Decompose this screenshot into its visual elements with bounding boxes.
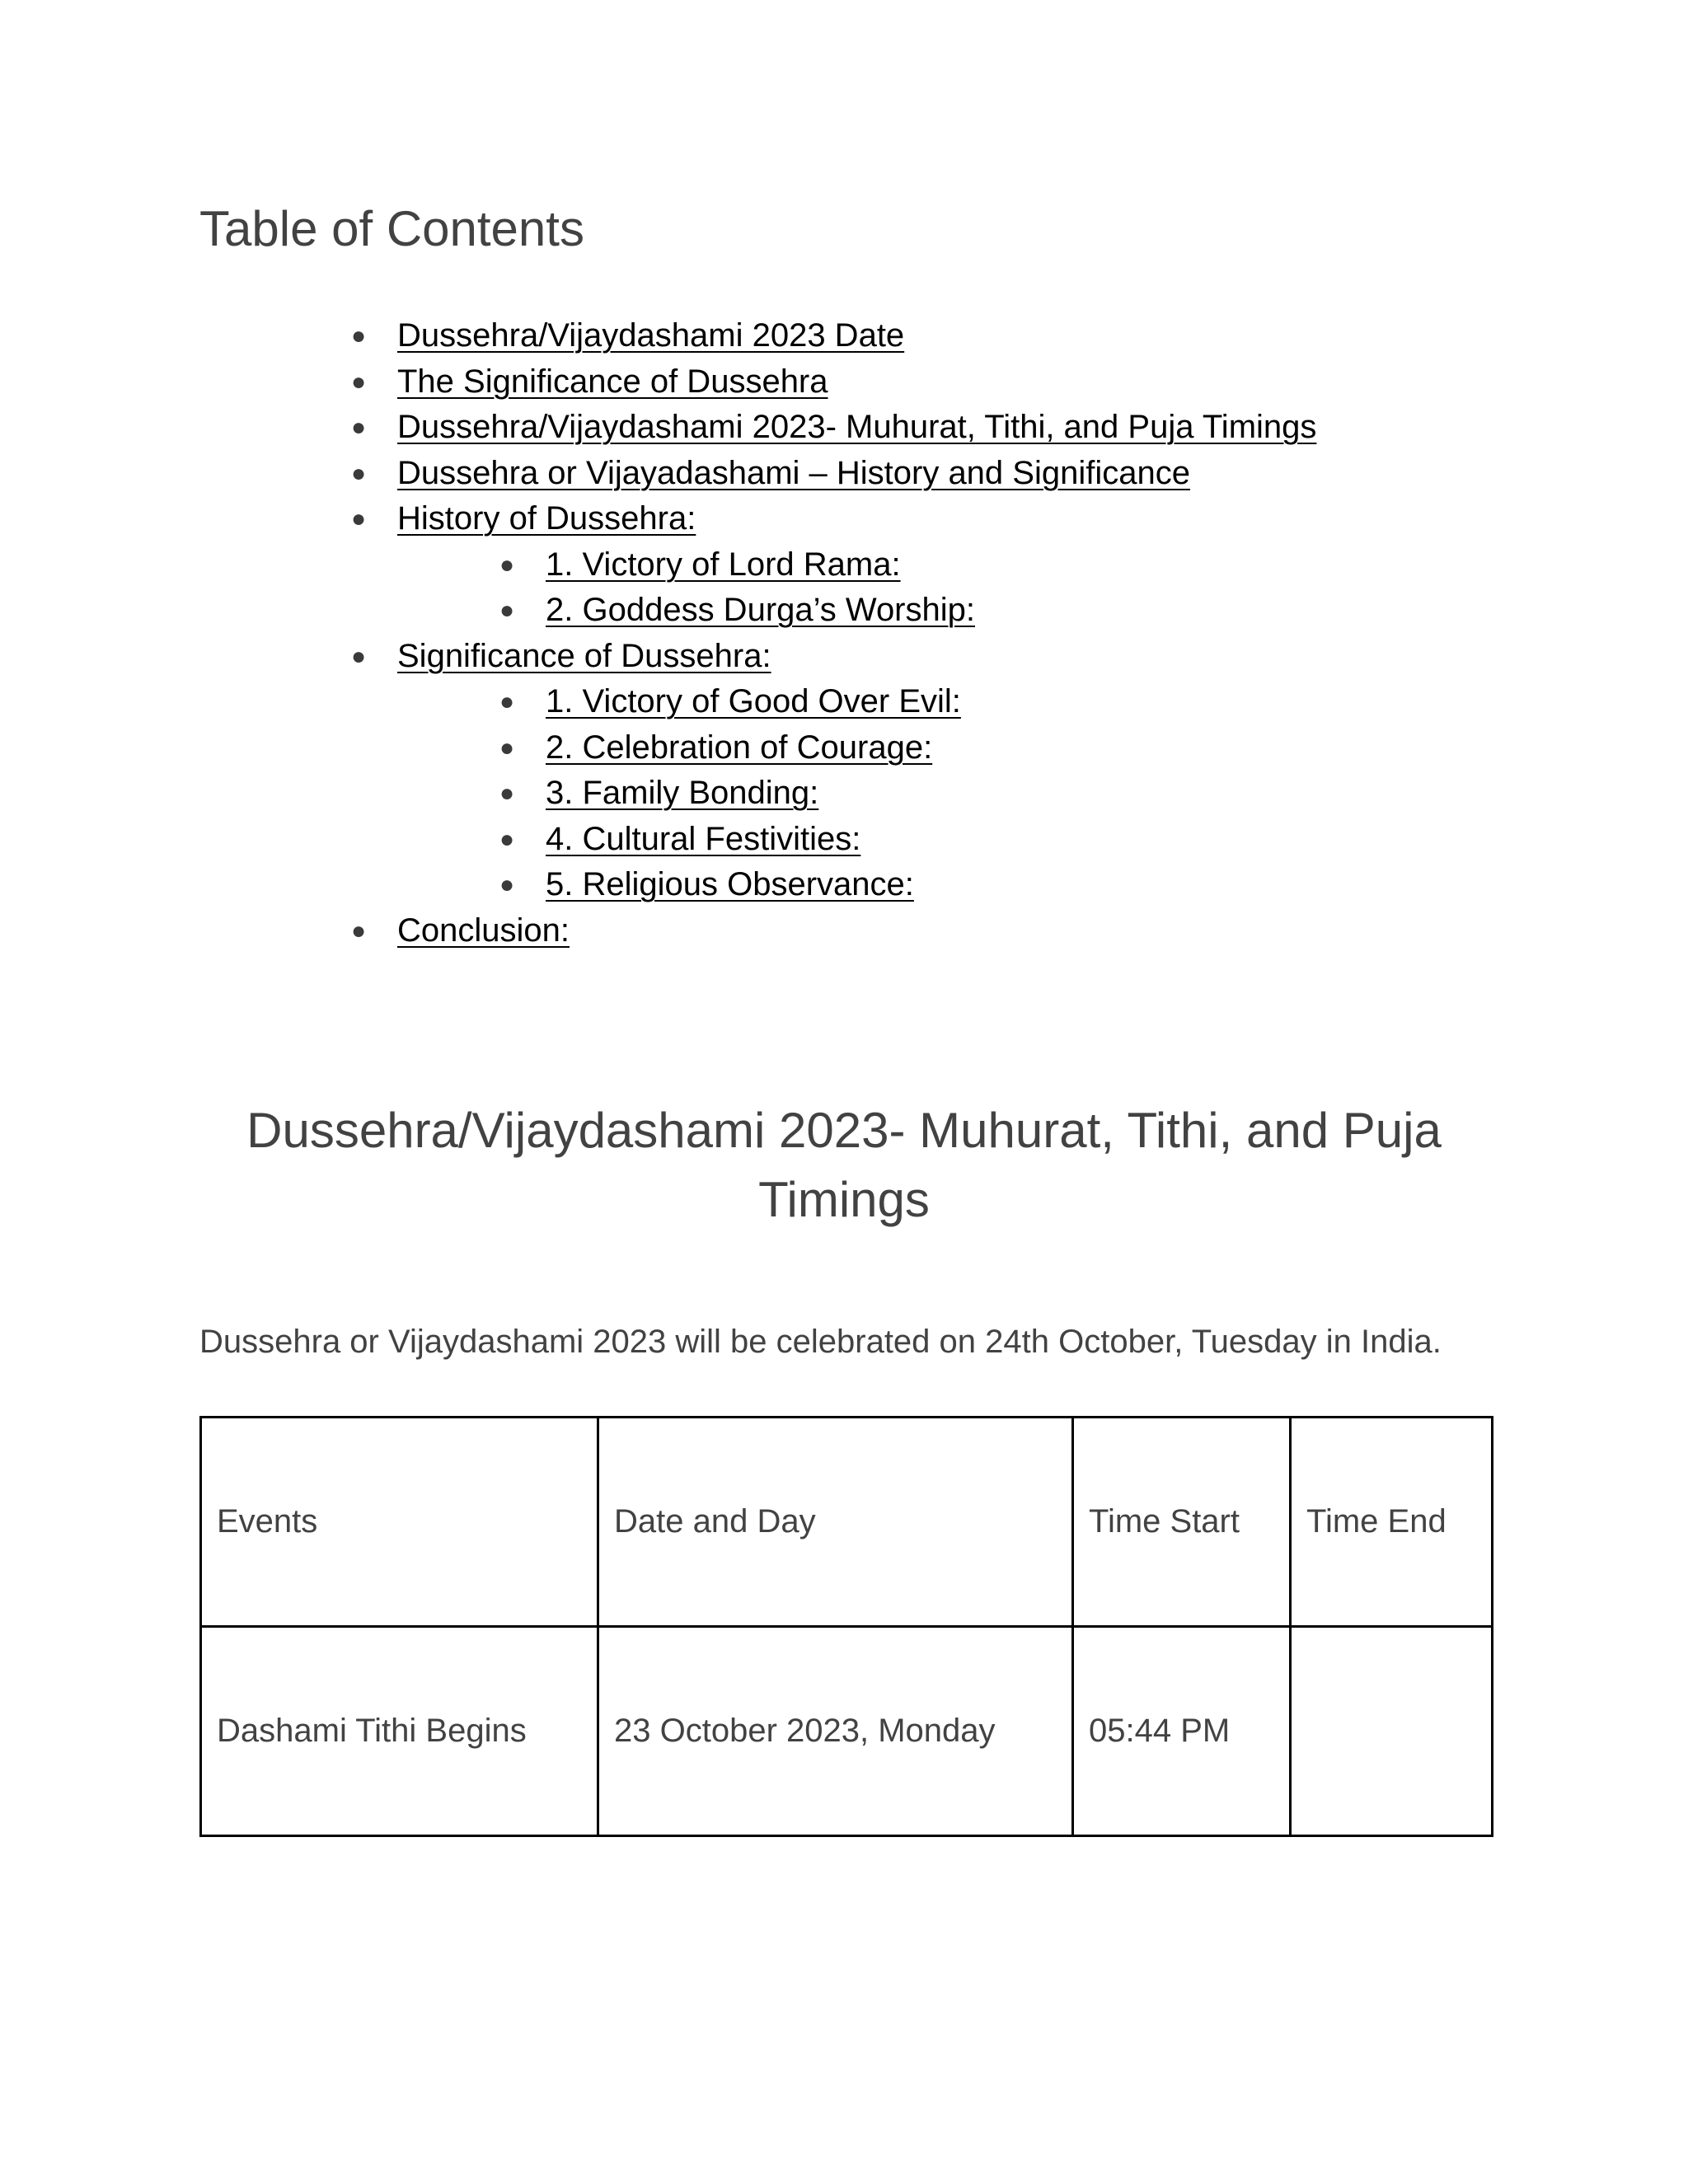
toc-link[interactable]: Significance of Dussehra: bbox=[397, 637, 771, 674]
toc-sublink[interactable]: 2. Celebration of Courage: bbox=[546, 729, 933, 766]
bullet-icon: ● bbox=[499, 733, 515, 762]
toc-sublink[interactable]: 3. Family Bonding: bbox=[546, 775, 819, 811]
cell-event: Dashami Tithi Begins bbox=[201, 1627, 598, 1836]
table-header-row bbox=[201, 1418, 1493, 1627]
timings-table bbox=[199, 1416, 1493, 1837]
toc-sublink[interactable]: 1. Victory of Good Over Evil: bbox=[546, 683, 961, 719]
header-cell-date: Date and Day bbox=[598, 1418, 1073, 1627]
toc-link[interactable]: The Significance of Dussehra bbox=[397, 363, 828, 400]
bullet-icon: ● bbox=[350, 368, 367, 396]
toc-sublink[interactable]: 5. Religious Observance: bbox=[546, 866, 914, 902]
bullet-icon: ● bbox=[350, 505, 367, 532]
toc-link[interactable]: Dussehra/Vijaydashami 2023- Muhurat, Tithi, and Puja Timings bbox=[397, 409, 1317, 445]
toc-link[interactable]: History of Dussehra: bbox=[397, 500, 696, 537]
header-cell-time-start: Time Start bbox=[1073, 1418, 1291, 1627]
toc-sublink[interactable]: 4. Cultural Festivities: bbox=[546, 820, 861, 857]
bullet-icon: ● bbox=[350, 916, 367, 944]
bullet-icon: ● bbox=[499, 871, 515, 898]
cell-date: 23 October 2023, Monday bbox=[598, 1627, 1073, 1836]
bullet-icon: ● bbox=[350, 414, 367, 441]
toc-title: Table of Contents bbox=[199, 201, 584, 256]
toc-link[interactable]: Conclusion: bbox=[397, 912, 570, 949]
toc-sublink[interactable]: 1. Victory of Lord Rama: bbox=[546, 546, 901, 583]
bullet-icon: ● bbox=[499, 597, 515, 624]
header-cell-events: Events bbox=[201, 1418, 598, 1627]
section-heading bbox=[199, 1096, 1489, 1235]
cell-time-start: 05:44 PM bbox=[1073, 1627, 1291, 1836]
header-cell-time-end: Time End bbox=[1291, 1418, 1493, 1627]
toc-link[interactable]: Dussehra/Vijaydashami 2023 Date bbox=[397, 317, 905, 354]
bullet-icon: ● bbox=[499, 688, 515, 715]
toc-link[interactable]: Dussehra or Vijayadashami – History and Significance bbox=[397, 454, 1190, 491]
toc-sublink[interactable]: 2. Goddess Durga’s Worship: bbox=[546, 592, 975, 628]
section-heading-line2: Timings bbox=[758, 1172, 930, 1227]
intro-paragraph: Dussehra or Vijaydashami 2023 will be celebrated on 24th October, Tuesday in India. bbox=[199, 1324, 1442, 1360]
bullet-icon: ● bbox=[499, 551, 515, 579]
bullet-icon: ● bbox=[350, 322, 367, 349]
bullet-icon: ● bbox=[350, 642, 367, 670]
table-row bbox=[201, 1627, 1493, 1836]
bullet-icon: ● bbox=[499, 825, 515, 853]
bullet-icon: ● bbox=[350, 459, 367, 487]
cell-time-end bbox=[1291, 1627, 1493, 1836]
bullet-icon: ● bbox=[499, 780, 515, 807]
section-heading-line1: Dussehra/Vijaydashami 2023- Muhurat, Tithi, and Puja bbox=[246, 1103, 1442, 1158]
